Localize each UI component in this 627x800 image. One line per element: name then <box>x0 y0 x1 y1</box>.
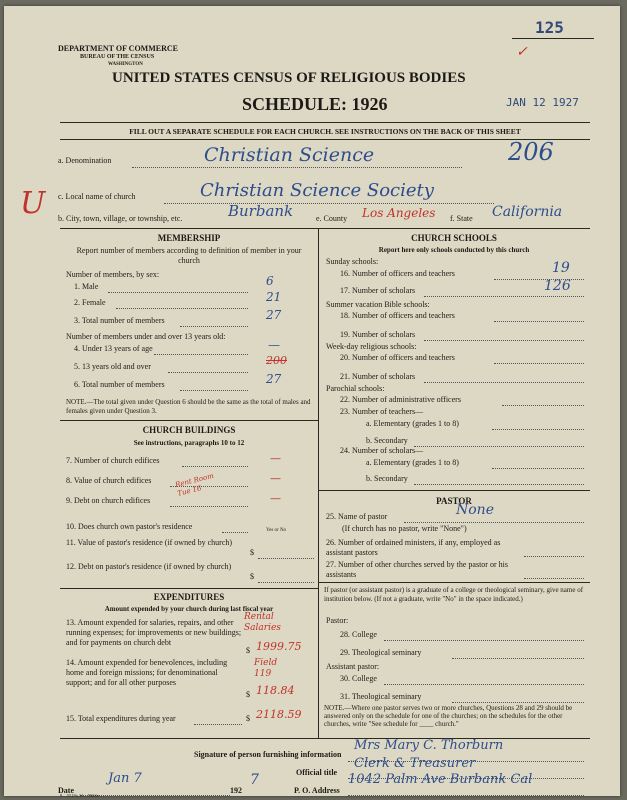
pastor-sub-label: Pastor: <box>326 616 349 625</box>
schools-title: CHURCH SCHOOLS <box>411 233 497 243</box>
q2-value[interactable]: 21 <box>266 290 282 304</box>
summer-label: Summer vacation Bible schools: <box>326 300 430 309</box>
buildings-title: CHURCH BUILDINGS <box>142 425 236 435</box>
parochial-label: Parochial schools: <box>326 384 385 393</box>
pastor-note: NOTE.—Where one pastor serves two or more churches, Questions 28 and 29 should be answered only on the schedule for one of the churches; on the schedules for the other churches, write "See schedule for ____ church." <box>324 704 573 728</box>
received-stamp: JAN 12 1927 <box>506 96 579 109</box>
q14-currency: $ <box>246 690 250 699</box>
address-value[interactable]: 1042 Palm Ave Burbank Cal <box>348 772 533 787</box>
census-schedule-form <box>4 6 620 796</box>
q13-currency: $ <box>246 646 250 655</box>
q16-label: 16. Number of officers and teachers <box>340 269 455 278</box>
date-value[interactable]: Jan 7 <box>108 771 142 786</box>
q23a-label: a. Elementary (grades 1 to 8) <box>366 419 459 428</box>
q13-value[interactable]: 1999.75 <box>256 640 302 653</box>
state-label: f. State <box>450 214 473 223</box>
city-field-label: b. City, town, village, or township, etc. <box>58 214 183 223</box>
q29-label: 29. Theological seminary <box>340 648 422 657</box>
city-value[interactable]: Burbank <box>228 202 294 220</box>
q8-value[interactable]: — <box>270 472 281 485</box>
yes-no-hint: Yes or No <box>266 528 287 533</box>
q6-value[interactable]: 27 <box>266 372 282 386</box>
q7-label: 7. Number of church edifices <box>66 456 160 465</box>
q16-value[interactable]: 19 <box>552 260 570 276</box>
rent-side-note: Rent Room Tue 16 <box>174 471 215 498</box>
local-name-value[interactable]: Christian Science Society <box>200 180 434 201</box>
city-label: WASHINGTON <box>108 62 143 67</box>
q24b-label: b. Secondary <box>366 474 408 483</box>
q18-label: 18. Number of officers and teachers <box>340 311 455 320</box>
q8-label: 8. Value of church edifices <box>66 476 152 485</box>
q14-value[interactable]: 118.84 <box>256 684 295 697</box>
weekday-label: Week-day religious schools: <box>326 342 417 351</box>
q11-label: 11. Value of pastor's residence (if owned by church) <box>66 538 233 547</box>
q21-label: 21. Number of scholars <box>340 372 416 381</box>
q4-label: 4. Under 13 years of age <box>74 344 153 353</box>
membership-subtitle: Report number of members according to definition of member in your church <box>76 246 302 265</box>
q10-label: 10. Does church own pastor's residence <box>66 522 193 531</box>
q9-label: 9. Debt on church edifices <box>66 496 151 505</box>
schools-subtitle: Report here only schools conducted by this church <box>378 246 530 254</box>
instruction-bar: FILL OUT A SEPARATE SCHEDULE FOR EACH CHURCH. SEE INSTRUCTIONS ON THE BACK OF THIS SHEET <box>129 127 521 136</box>
q13-notes: Rental Salaries <box>244 612 281 633</box>
q23b-label: b. Secondary <box>366 436 408 445</box>
membership-title: MEMBERSHIP <box>157 233 221 243</box>
denomination-code: 206 <box>508 138 554 166</box>
q2-label: 2. Female <box>74 298 106 307</box>
q7-value[interactable]: — <box>270 452 281 465</box>
sunday-label: Sunday schools: <box>326 257 379 266</box>
q27-label: 27. Number of other churches served by the pastor or his assistants <box>326 560 508 579</box>
q19-label: 19. Number of scholars <box>340 330 416 339</box>
q5-value[interactable]: 200 <box>266 354 287 367</box>
bureau-label: BUREAU OF THE CENSUS <box>80 54 155 60</box>
form-title: UNITED STATES CENSUS OF RELIGIOUS BODIES <box>112 70 466 86</box>
graduate-note: If pastor (or assistant pastor) is a graduate of a college or theological seminary, give name of institution below. (If not a graduate, write "No" in the space indicated.) <box>324 586 584 603</box>
q4-value[interactable]: — <box>268 338 280 352</box>
q11-currency: $ <box>250 548 254 557</box>
schedule-title: SCHEDULE: 1926 <box>242 94 388 114</box>
q3-label: 3. Total number of members <box>74 316 165 325</box>
denomination-label: a. Denomination <box>58 156 112 165</box>
q22-label: 22. Number of administrative officers <box>340 395 461 404</box>
schedule-number: 125 <box>535 18 564 37</box>
address-label: P. O. Address <box>294 786 340 795</box>
q5-label: 5. 13 years old and over <box>74 362 151 371</box>
check-mark: ✓ <box>516 44 528 60</box>
local-name-label: c. Local name of church <box>58 192 136 201</box>
county-label: e. County <box>316 214 348 223</box>
official-title-value[interactable]: Clerk & Treasurer <box>354 756 476 771</box>
q1-value[interactable]: 6 <box>266 274 274 288</box>
q12-currency: $ <box>250 572 254 581</box>
year-printed: 192 <box>230 786 242 795</box>
q20-label: 20. Number of officers and teachers <box>340 353 455 362</box>
form-code: 8—5518a 11—5664a <box>60 793 99 798</box>
q15-label: 15. Total expenditures during year <box>66 714 176 723</box>
pastor-title: PASTOR <box>436 496 472 506</box>
denomination-value[interactable]: Christian Science <box>204 144 375 166</box>
expenditures-title: EXPENDITURES <box>153 592 225 602</box>
q30-label: 30. College <box>340 674 377 683</box>
q26-label: 26. Number of ordained ministers, if any, employed as assistant pastors <box>326 538 501 557</box>
q23-label: 23. Number of teachers— <box>340 407 424 416</box>
q25-label: 25. Name of pastor <box>326 512 388 521</box>
department-label: DEPARTMENT OF COMMERCE <box>58 44 179 53</box>
q28-label: 28. College <box>340 630 377 639</box>
q3-value[interactable]: 27 <box>266 308 282 322</box>
q14-notes: Field 119 <box>254 658 278 679</box>
assistant-pastor-label: Assistant pastor: <box>326 662 380 671</box>
date-label: Date <box>58 786 74 795</box>
q12-label: 12. Debt on pastor's residence (if owned by church) <box>66 562 232 571</box>
q25-note: (If church has no pastor, write "None") <box>342 524 467 533</box>
buildings-subtitle: See instructions, paragraphs 10 to 12 <box>133 439 245 447</box>
q1-label: 1. Male <box>74 282 99 291</box>
q24-label: 24. Number of scholars— <box>340 446 424 455</box>
signature-label: Signature of person furnishing information <box>194 750 342 759</box>
q13-label: 13. Amount expended for salaries, repairs, and other running expenses; for improvements or new buildings; and for payments on church debt <box>66 618 242 647</box>
state-value[interactable]: California <box>492 204 563 220</box>
q17-value[interactable]: 126 <box>544 278 571 294</box>
under-over-label: Number of members under and over 13 years old: <box>66 332 226 341</box>
members-by-sex-label: Number of members, by sex: <box>66 270 160 279</box>
q6-label: 6. Total number of members <box>74 380 165 389</box>
official-title-label: Official title <box>296 768 338 777</box>
county-value[interactable]: Los Angeles <box>362 206 436 220</box>
q24a-label: a. Elementary (grades 1 to 8) <box>366 458 459 467</box>
membership-note: NOTE.—The total given under Question 6 should be the same as the total of males and females given under Question 3. <box>66 398 311 415</box>
q31-label: 31. Theological seminary <box>340 692 422 701</box>
q25-value[interactable]: None <box>456 502 494 518</box>
year-written[interactable]: 7 <box>250 772 259 788</box>
q17-label: 17. Number of scholars <box>340 286 416 295</box>
expenditures-subtitle: Amount expended by your church during last fiscal year <box>104 605 274 613</box>
signature-value[interactable]: Mrs Mary C. Thorburn <box>354 738 504 753</box>
q14-label: 14. Amount expended for benevolences, including home and foreign missions; for denominational support; and for all other purposes <box>66 658 228 687</box>
q9-value[interactable]: — <box>270 492 281 505</box>
q15-currency: $ <box>246 714 250 723</box>
q15-value[interactable]: 2118.59 <box>256 708 302 721</box>
margin-mark: U <box>20 186 46 221</box>
